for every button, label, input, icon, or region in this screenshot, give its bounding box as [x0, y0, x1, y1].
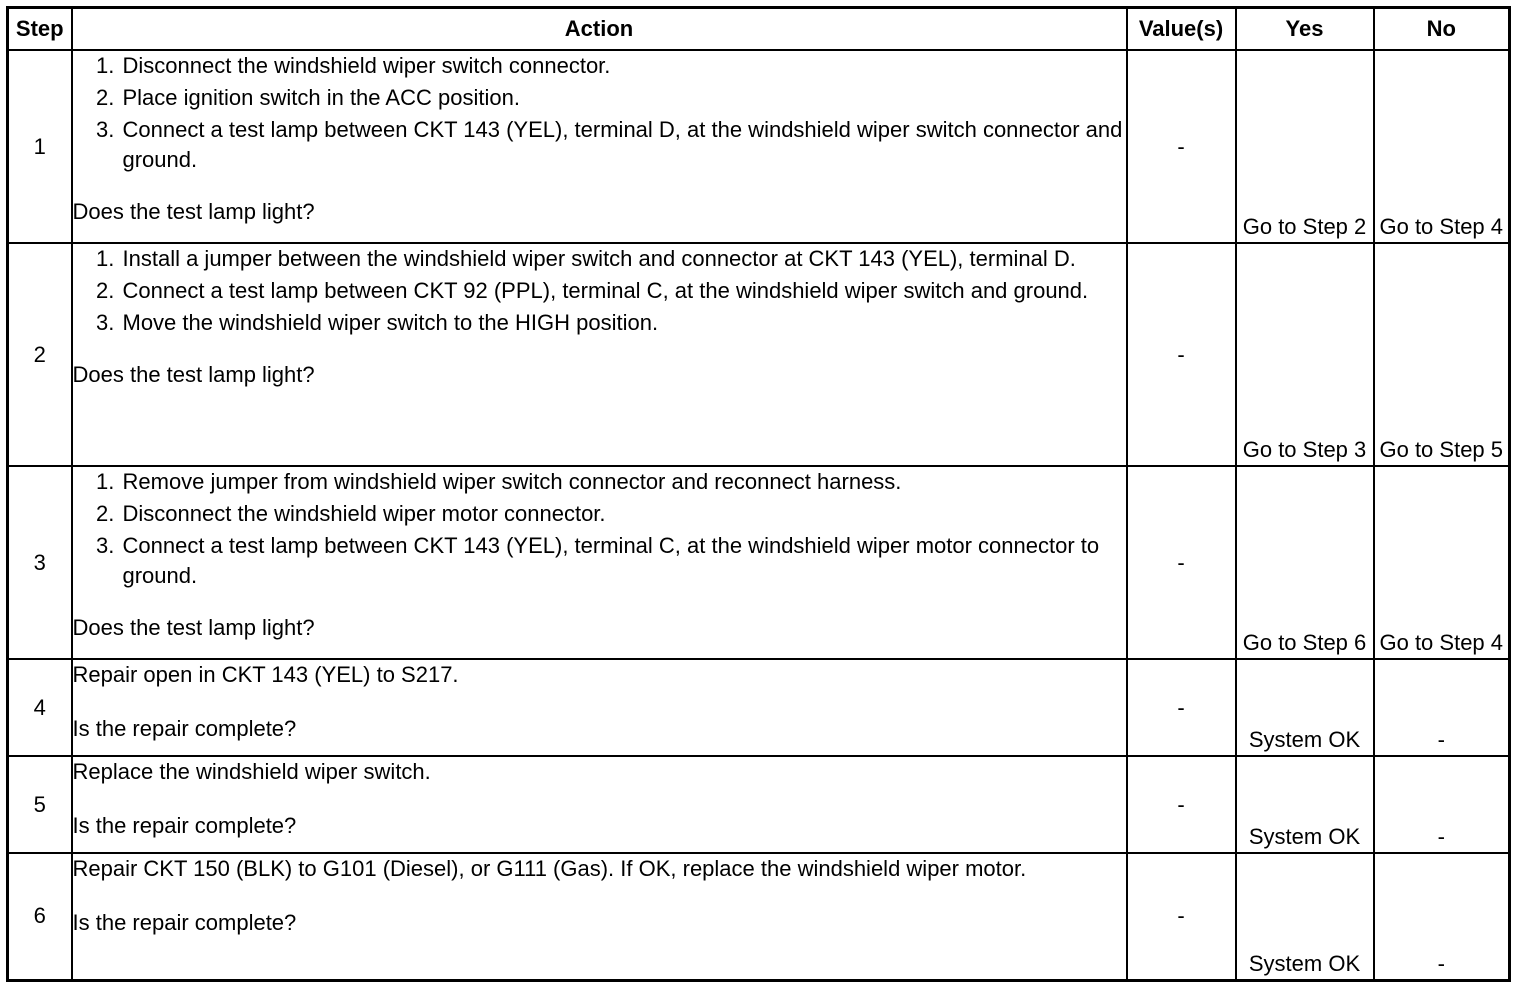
yes-cell: Go to Step 2: [1236, 50, 1374, 243]
question-text: Does the test lamp light?: [72, 199, 315, 224]
action-cell: [72, 466, 1127, 659]
instruction-text: Repair CKT 150 (BLK) to G101 (Diesel), or G111 (Gas). If OK, replace the windshield wiper motor.: [72, 856, 1027, 881]
instruction-list: [73, 244, 1126, 338]
value-cell: -: [1127, 756, 1236, 853]
instruction-list: [73, 467, 1126, 591]
table-row: [8, 659, 1510, 756]
value-cell: -: [1127, 659, 1236, 756]
list-item: 1. Disconnect the windshield wiper switch connector.: [121, 51, 1126, 81]
question-text: Does the test lamp light?: [72, 615, 315, 640]
header-values: Value(s): [1127, 8, 1236, 51]
step-number: 5: [8, 756, 72, 853]
instruction-list: [73, 51, 1126, 175]
no-cell: -: [1374, 756, 1510, 853]
header-step: Step: [8, 8, 72, 51]
yes-cell: System OK: [1236, 659, 1374, 756]
question-text: Is the repair complete?: [72, 910, 297, 935]
action-cell: [72, 243, 1127, 466]
list-item: 2. Connect a test lamp between CKT 92 (PPL), terminal C, at the windshield wiper switch and ground.: [121, 276, 1126, 306]
action-cell: [72, 659, 1127, 756]
header-yes: Yes: [1236, 8, 1374, 51]
no-cell: Go to Step 5: [1374, 243, 1510, 466]
question-text: Does the test lamp light?: [72, 362, 315, 387]
step-number: 2: [8, 243, 72, 466]
no-cell: -: [1374, 853, 1510, 980]
table-row: [8, 466, 1510, 659]
table-row: [8, 50, 1510, 243]
header-action: Action: [72, 8, 1127, 51]
list-item: 3. Connect a test lamp between CKT 143 (YEL), terminal C, at the windshield wiper motor connector to ground.: [121, 531, 1126, 591]
no-cell: Go to Step 4: [1374, 50, 1510, 243]
list-item: 1. Install a jumper between the windshield wiper switch and connector at CKT 143 (YEL), terminal D.: [121, 244, 1126, 274]
header-row: [8, 8, 1510, 51]
list-item: 3. Connect a test lamp between CKT 143 (YEL), terminal D, at the windshield wiper switch connector and ground.: [121, 115, 1126, 175]
step-number: 4: [8, 659, 72, 756]
step-number: 1: [8, 50, 72, 243]
table-row: [8, 853, 1510, 980]
value-cell: -: [1127, 853, 1236, 980]
value-cell: -: [1127, 466, 1236, 659]
value-cell: -: [1127, 243, 1236, 466]
step-number: 3: [8, 466, 72, 659]
value-cell: -: [1127, 50, 1236, 243]
list-item: 2. Place ignition switch in the ACC position.: [121, 83, 1126, 113]
list-item: 1. Remove jumper from windshield wiper switch connector and reconnect harness.: [121, 467, 1126, 497]
table-row: [8, 756, 1510, 853]
question-text: Is the repair complete?: [72, 813, 297, 838]
instruction-text: Repair open in CKT 143 (YEL) to S217.: [72, 662, 459, 687]
question-text: Is the repair complete?: [72, 716, 297, 741]
action-cell: [72, 756, 1127, 853]
yes-cell: Go to Step 6: [1236, 466, 1374, 659]
list-item: 3. Move the windshield wiper switch to the HIGH position.: [121, 308, 1126, 338]
instruction-text: Replace the windshield wiper switch.: [72, 759, 431, 784]
action-cell: [72, 853, 1127, 980]
table-row: [8, 243, 1510, 466]
yes-cell: Go to Step 3: [1236, 243, 1374, 466]
diagnostic-table: [6, 6, 1511, 982]
no-cell: Go to Step 4: [1374, 466, 1510, 659]
list-item: 2. Disconnect the windshield wiper motor connector.: [121, 499, 1126, 529]
yes-cell: System OK: [1236, 853, 1374, 980]
step-number: 6: [8, 853, 72, 980]
header-no: No: [1374, 8, 1510, 51]
yes-cell: System OK: [1236, 756, 1374, 853]
action-cell: [72, 50, 1127, 243]
no-cell: -: [1374, 659, 1510, 756]
